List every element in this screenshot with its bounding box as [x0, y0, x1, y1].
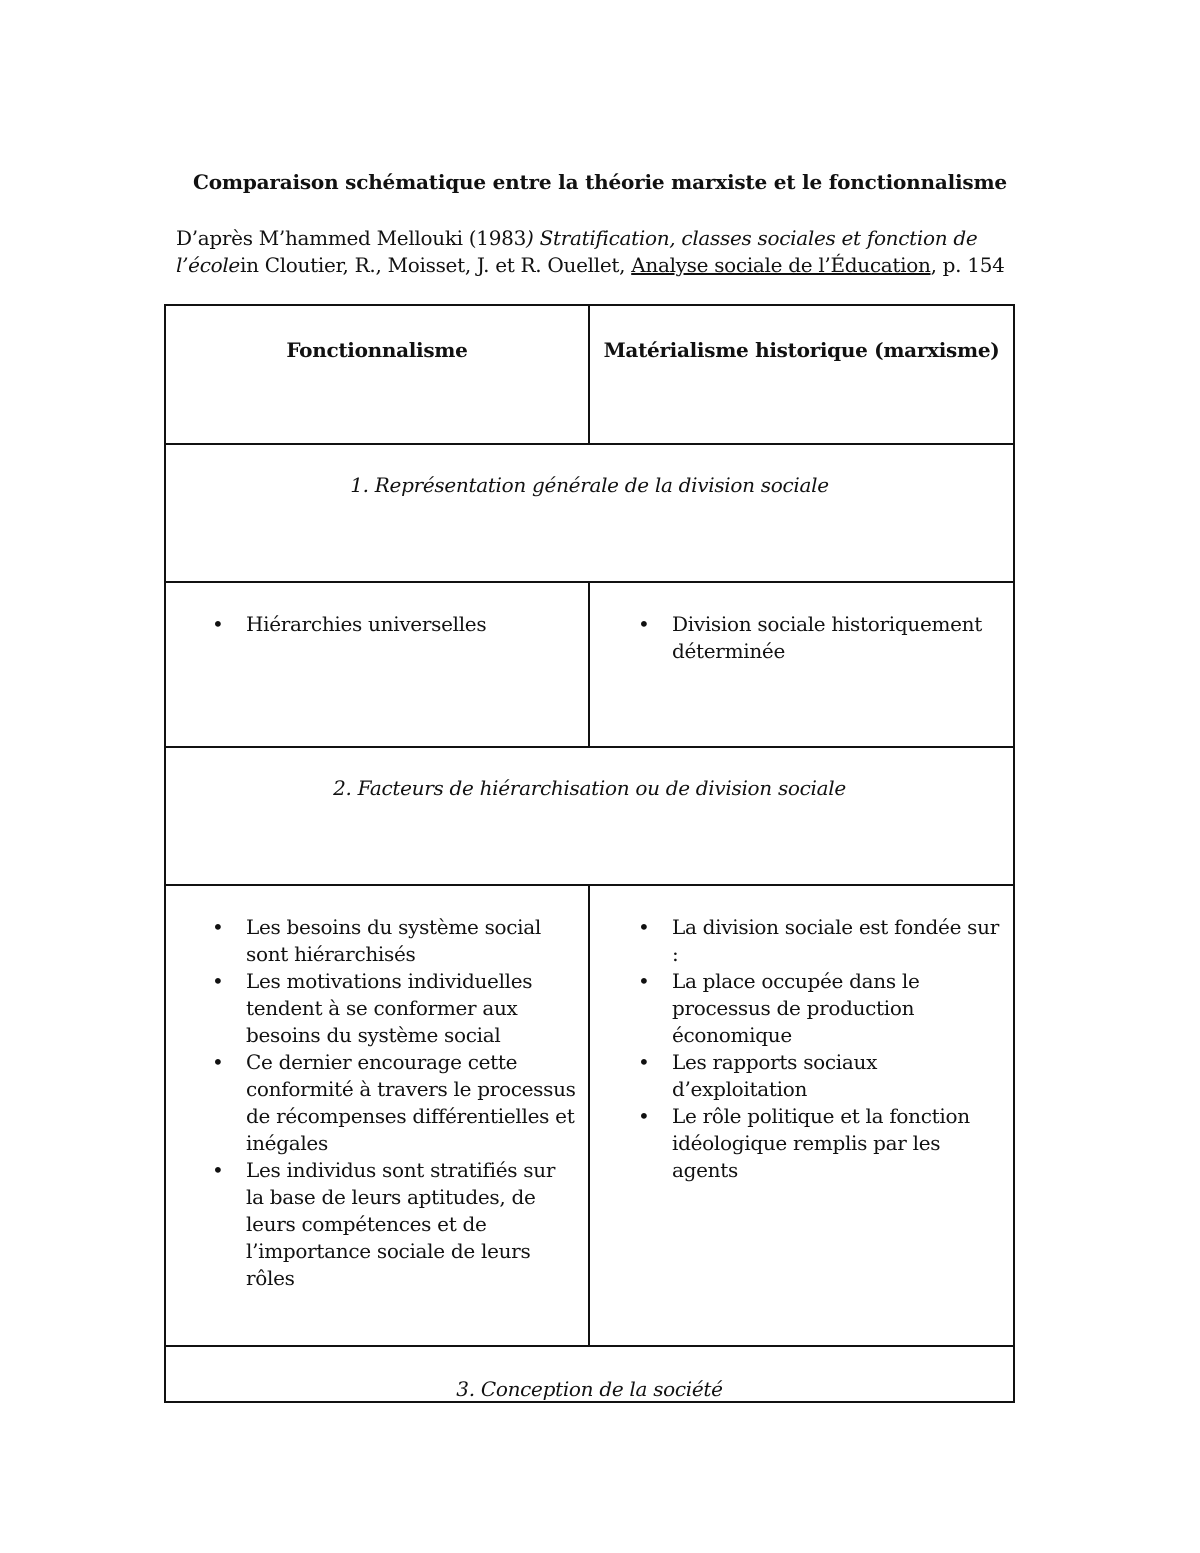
section-heading-3: 3. Conception de la société [165, 1346, 1014, 1402]
citation-article-title: ) Stratification, classes sociales et fonction de l’école [176, 226, 978, 277]
list-item: • Le rôle politique et la fonction idéologique remplis par les agents [672, 1103, 1003, 1184]
table-row [165, 582, 1014, 747]
document-title: Comparaison schématique entre la théorie marxiste et le fonctionnalisme [193, 170, 1007, 194]
list-item: • Les motivations individuelles tendent à se conformer aux besoins du système social [246, 968, 578, 1049]
functionalism-cell-1 [165, 582, 589, 747]
table-header-row [165, 305, 1014, 444]
marxism-cell-2 [589, 885, 1014, 1346]
section-heading-row [165, 747, 1014, 885]
section-heading-row [165, 1346, 1014, 1402]
citation [176, 225, 1016, 279]
list-item: • Hiérarchies universelles [246, 611, 578, 638]
section-heading-1: 1. Représentation générale de la division sociale [165, 444, 1014, 582]
functionalism-cell-2 [165, 885, 589, 1346]
citation-book-title: Analyse sociale de l’Éducation [631, 253, 931, 277]
list-item: • La place occupée dans le processus de production économique [672, 968, 1003, 1049]
table-row [165, 885, 1014, 1346]
citation-suffix: , p. 154 [930, 253, 1005, 277]
list-item: • Ce dernier encourage cette conformité à travers le processus de récompenses différentielles et inégales [246, 1049, 578, 1157]
header-marxism: Matérialisme historique (marxisme) [589, 305, 1014, 444]
list-item: • Division sociale historiquement déterminée [672, 611, 1003, 665]
citation-prefix: D’après M’hammed Mellouki (1983 [176, 226, 527, 250]
list-item: • Les rapports sociaux d’exploitation [672, 1049, 1003, 1103]
header-functionalism: Fonctionnalisme [165, 305, 589, 444]
citation-middle: in Cloutier, R., Moisset, J. et R. Ouellet, [239, 253, 632, 277]
section-heading-2: 2. Facteurs de hiérarchisation ou de division sociale [165, 747, 1014, 885]
comparison-table [164, 304, 1015, 1403]
marxism-cell-1 [589, 582, 1014, 747]
section-heading-row [165, 444, 1014, 582]
list-item: • La division sociale est fondée sur : [672, 914, 1003, 968]
list-item: • Les besoins du système social sont hiérarchisés [246, 914, 578, 968]
list-item: • Les individus sont stratifiés sur la base de leurs aptitudes, de leurs compétences et de l’importance sociale de leurs rôles [246, 1157, 578, 1292]
